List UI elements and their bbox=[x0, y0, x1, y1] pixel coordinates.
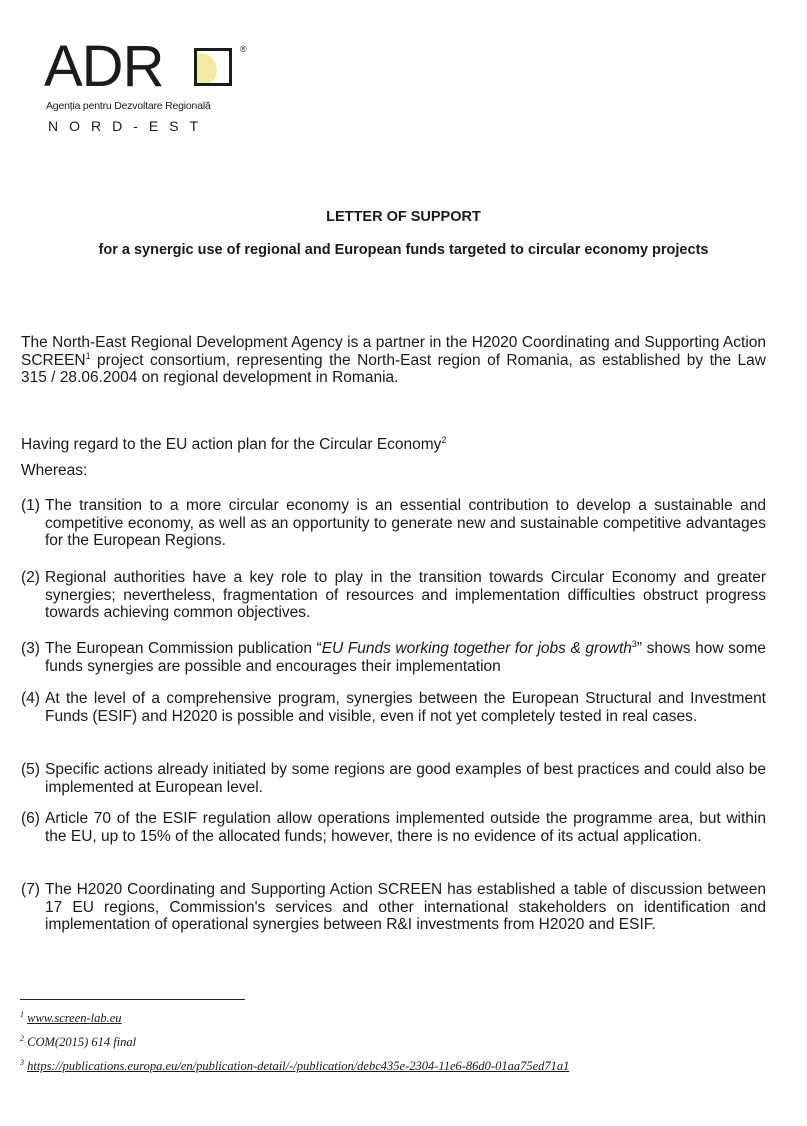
item-text bbox=[45, 640, 766, 675]
item-number: (5) bbox=[21, 761, 40, 778]
adr-logo bbox=[44, 34, 264, 138]
footnote-link[interactable]: www.screen-lab.eu bbox=[27, 1011, 122, 1025]
item-text: The H2020 Coordinating and Supporting Action SCREEN has established a table of discussion between 17 EU regions, Commission's services and other international stakeholders on identification and implementation of operational synergies between R&I investments from H2020 and ESIF. bbox=[45, 881, 766, 934]
intro-text-1: The North-East Regional Development Agency is a partner in the H2020 Coordinating and Supporting Action SCREEN bbox=[21, 334, 766, 369]
footnote-ref-1: 1 bbox=[85, 350, 91, 361]
list-item bbox=[21, 640, 766, 675]
item-number: (1) bbox=[21, 497, 40, 514]
footnote-ref-3: 3 bbox=[631, 638, 637, 649]
logo-region: NORD-EST bbox=[48, 118, 210, 134]
footnote-number: 2 bbox=[20, 1033, 24, 1043]
item-text-post: ” shows how some funds synergies are possible and encourages their implementation bbox=[45, 640, 766, 675]
intro-text-2: project consortium, representing the North-East region of Romania, as established by the Law 315 / 28.06.2004 on regional development in Romania. bbox=[21, 351, 766, 387]
footnote-3 bbox=[20, 1059, 569, 1074]
footnote-number: 3 bbox=[20, 1057, 24, 1067]
item-number: (4) bbox=[21, 690, 40, 707]
item-text: At the level of a comprehensive program, synergies between the European Structural and Investment Funds (ESIF) and H2020 is possible and visible, even if not yet completely tested in real cases. bbox=[45, 690, 766, 725]
footnote-text: COM(2015) 614 final bbox=[27, 1035, 137, 1049]
item-text: The transition to a more circular economy is an essential contribution to develop a sustainable and competitive economy, as well as an opportunity to generate new and sustainable competitive advantages for the European Regions. bbox=[45, 497, 766, 550]
footnote-2 bbox=[20, 1035, 136, 1050]
having-regard-text: Having regard to the EU action plan for the Circular Economy bbox=[21, 436, 442, 453]
intro-paragraph bbox=[21, 334, 766, 387]
item-text: Specific actions already initiated by some regions are good examples of best practices and could also be implemented at European level. bbox=[45, 761, 766, 796]
list-item bbox=[21, 810, 766, 845]
logo-letters: ADR bbox=[44, 34, 164, 99]
footnote-link[interactable]: https://publications.europa.eu/en/publication-detail/-/publication/debc435e-2304-11e6-86d0-01aa75ed71a1 bbox=[27, 1059, 570, 1073]
logo-subtitle: Agenția pentru Dezvoltare Regională bbox=[46, 100, 211, 112]
footnote-ref-2: 2 bbox=[441, 434, 447, 445]
footnote-divider bbox=[20, 999, 245, 1000]
whereas-label: Whereas: bbox=[21, 462, 88, 479]
item-text-pre: The European Commission publication “ bbox=[45, 640, 322, 657]
logo-sun-box-icon bbox=[194, 48, 232, 86]
publication-title: EU Funds working together for jobs & growth bbox=[321, 640, 632, 657]
list-item bbox=[21, 497, 766, 550]
having-regard-line bbox=[21, 436, 766, 454]
list-item bbox=[21, 881, 766, 934]
list-item bbox=[21, 690, 766, 725]
item-text: Regional authorities have a key role to play in the transition towards Circular Economy and greater synergies; nevertheless, fragmentation of resources and implementation difficulties obstruct progress towards achieving common objectives. bbox=[45, 569, 766, 622]
list-item bbox=[21, 761, 766, 796]
document-subtitle: for a synergic use of regional and European funds targeted to circular economy projects bbox=[98, 242, 709, 258]
item-number: (7) bbox=[21, 881, 40, 898]
footnote-number: 1 bbox=[20, 1009, 24, 1019]
item-number: (6) bbox=[21, 810, 40, 827]
document-title: LETTER OF SUPPORT bbox=[326, 209, 481, 225]
item-number: (2) bbox=[21, 569, 40, 586]
item-number: (3) bbox=[21, 640, 40, 657]
footnote-1 bbox=[20, 1011, 122, 1026]
list-item bbox=[21, 569, 766, 622]
registered-mark: ® bbox=[240, 44, 247, 54]
item-text: Article 70 of the ESIF regulation allow operations implemented outside the programme area, but within the EU, up to 15% of the allocated funds; however, there is no evidence of its actual application. bbox=[45, 810, 766, 845]
